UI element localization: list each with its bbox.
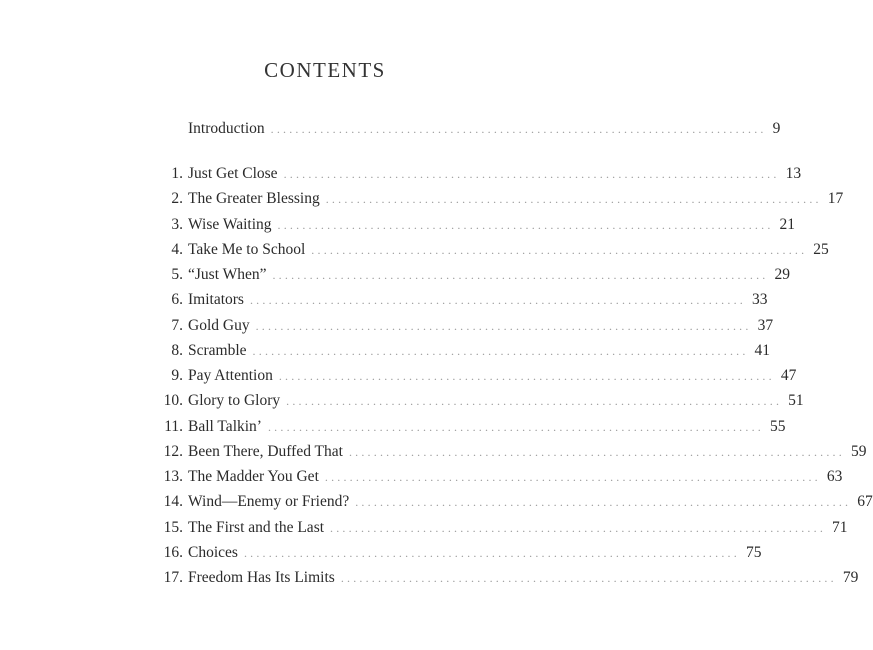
dot-leader: ................................................................................	[283, 167, 780, 181]
entry-page: 59	[850, 442, 867, 460]
entry-page: 13	[785, 165, 802, 182]
dot-leader: ................................................................................	[340, 571, 837, 585]
entry-page: 51	[788, 392, 804, 410]
dot-leader: ................................................................................	[355, 495, 852, 510]
dot-leader: ................................................................................	[324, 470, 821, 484]
entry-page: 9	[772, 120, 781, 137]
entry-number: 14.	[163, 493, 183, 511]
entry-page: 75	[745, 543, 762, 561]
toc-entry[interactable]	[150, 315, 774, 337]
entry-number: 12.	[163, 442, 183, 460]
toc-entry[interactable]	[150, 239, 829, 261]
dot-leader: ................................................................................	[311, 242, 808, 257]
dot-leader: ................................................................................	[325, 192, 822, 207]
dot-leader: ................................................................................	[267, 419, 764, 434]
dot-leader: ................................................................................	[270, 122, 767, 136]
entry-page: 55	[769, 417, 786, 435]
entry-title: Take Me to School	[188, 240, 306, 258]
entry-title: Introduction	[188, 120, 265, 137]
entry-number: 10.	[163, 392, 183, 410]
entry-title: The Greater Blessing	[188, 190, 320, 208]
toc-entry[interactable]	[150, 188, 844, 210]
entry-page: 71	[832, 518, 848, 536]
entry-page: 63	[826, 468, 843, 485]
entry-title: Imitators	[188, 291, 244, 309]
toc-entry[interactable]	[150, 214, 796, 236]
dot-leader: ................................................................................	[252, 343, 749, 358]
dot-leader: ................................................................................	[348, 444, 845, 459]
toc-entry[interactable]	[150, 517, 848, 539]
entry-title: Wise Waiting	[188, 215, 272, 233]
entry-number: 5.	[171, 266, 183, 283]
dot-leader: ................................................................................	[243, 545, 740, 560]
entry-number: 8.	[171, 341, 183, 359]
entry-page: 67	[857, 493, 873, 511]
dot-leader: ................................................................................	[249, 293, 746, 308]
entry-page: 25	[813, 240, 829, 258]
dot-leader: ................................................................................	[330, 520, 827, 535]
entry-title: Glory to Glory	[188, 392, 281, 410]
toc-entry[interactable]	[150, 289, 768, 311]
dot-leader: ................................................................................	[278, 369, 775, 383]
entry-title: Ball Talkin’	[188, 417, 262, 435]
entry-title: Scramble	[188, 341, 247, 359]
toc-entry[interactable]	[150, 163, 802, 185]
entry-page: 47	[780, 367, 797, 384]
toc-entry[interactable]	[150, 491, 873, 513]
toc-entry[interactable]	[150, 567, 859, 589]
entry-number: 6.	[171, 291, 183, 309]
entry-title: Gold Guy	[188, 316, 250, 334]
toc-entry[interactable]	[150, 390, 804, 412]
toc-entry[interactable]	[150, 416, 786, 438]
toc-entry[interactable]	[150, 340, 771, 362]
entry-title: Pay Attention	[188, 367, 273, 384]
entry-title: Wind—Enemy or Friend?	[188, 493, 350, 511]
dot-leader: ................................................................................	[277, 217, 774, 232]
entry-number: 1.	[171, 165, 183, 182]
entry-number: 9.	[171, 367, 183, 384]
entry-title: Been There, Duffed That	[188, 442, 343, 460]
toc-entry[interactable]	[150, 542, 762, 564]
toc-entry[interactable]	[150, 466, 843, 488]
page-title: CONTENTS	[264, 58, 386, 82]
entry-number: 13.	[163, 468, 183, 485]
dot-leader: ................................................................................	[286, 394, 783, 409]
entry-title: Freedom Has Its Limits	[188, 569, 335, 586]
entry-number: 4.	[171, 240, 183, 258]
entry-number: 16.	[163, 543, 183, 561]
entry-page: 41	[754, 341, 771, 359]
toc-entry-introduction[interactable]	[150, 118, 781, 140]
entry-page: 79	[842, 569, 859, 586]
entry-page: 21	[779, 215, 796, 233]
entry-title: Just Get Close	[188, 165, 278, 182]
entry-number: 7.	[171, 316, 183, 334]
entry-page: 37	[757, 316, 774, 334]
entry-number: 17.	[163, 569, 183, 586]
toc-entry[interactable]	[150, 264, 790, 286]
entry-number: 15.	[163, 518, 183, 536]
entry-number: 3.	[171, 215, 183, 233]
entry-number: 11.	[164, 417, 183, 435]
toc-entry[interactable]	[150, 441, 867, 463]
dot-leader: ................................................................................	[255, 318, 752, 333]
dot-leader: ................................................................................	[272, 268, 769, 282]
entry-title: Choices	[188, 543, 238, 561]
entry-page: 33	[751, 291, 768, 309]
entry-title: The Madder You Get	[188, 468, 319, 485]
toc-entry[interactable]	[150, 365, 797, 387]
entry-title: The First and the Last	[188, 518, 325, 536]
entry-page: 17	[827, 190, 844, 208]
entry-page: 29	[774, 266, 790, 283]
entry-number: 2.	[171, 190, 183, 208]
entry-title: “Just When”	[188, 266, 267, 283]
